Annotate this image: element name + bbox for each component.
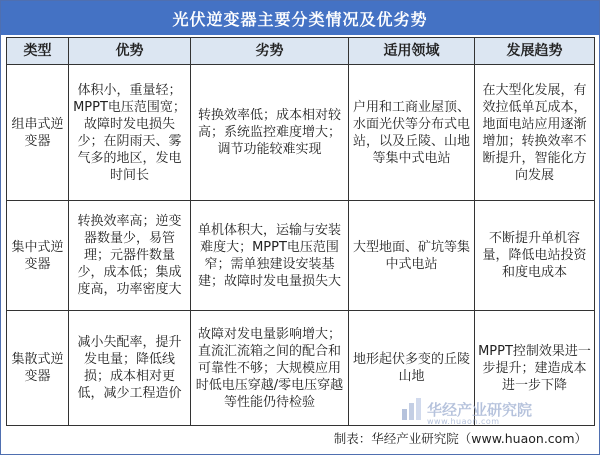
advantages-cell: 体积小，重量轻；MPPT电压范围宽；故障时发电损失少；在阴雨天、雾气多的地区，发电时间长 bbox=[69, 65, 191, 201]
applications-cell: 大型地面、矿坑等集中式电站 bbox=[349, 201, 475, 311]
classification-table bbox=[6, 37, 595, 426]
watermark-url: www.huaon.com bbox=[427, 417, 500, 426]
watermark-text: 华经产业研究院 bbox=[427, 400, 533, 419]
type-cell: 组串式逆变器 bbox=[7, 65, 69, 201]
watermark bbox=[401, 397, 533, 426]
header-type: 类型 bbox=[7, 38, 69, 65]
header-trend: 发展趋势 bbox=[475, 38, 595, 65]
header-row bbox=[7, 38, 595, 65]
disadvantages-cell: 单机体积大，运输与安装难度大；MPPT电压范围窄；需单独建设安装基建；故障时发电量损失大 bbox=[191, 201, 349, 311]
advantages-cell: 转换效率高；逆变器数量少，易管理；元器件数量少，成本低；集成度高，功率密度大 bbox=[69, 201, 191, 311]
disadvantages-cell: 转换效率低；成本相对较高；系统监控难度增大；调节功能较难实现 bbox=[191, 65, 349, 201]
trend-cell: MPPT控制效果进一步提升；建造成本进一步下降 bbox=[475, 311, 595, 426]
source-note: 制表：华经产业研究院（www.huaon.com） bbox=[333, 431, 587, 446]
header-advantages: 优势 bbox=[69, 38, 191, 65]
header-applications: 适用领域 bbox=[349, 38, 475, 65]
type-cell: 集中式逆变器 bbox=[7, 201, 69, 311]
disadvantages-cell: 故障对发电量影响增大；直流汇流箱之间的配合和可靠性不够；大规模应用时低电压穿越/零电压穿越等性能仍待检验 bbox=[191, 311, 349, 426]
applications-cell: 户用和工商业屋顶、水面光伏等分布式电站，以及丘陵、山地等集中式电站 bbox=[349, 65, 475, 201]
applications-cell: 地形起伏多变的丘陵山地 bbox=[349, 311, 475, 426]
logo-icon bbox=[401, 397, 423, 421]
trend-cell: 不断提升单机容量，降低电站投资和度电成本 bbox=[475, 201, 595, 311]
table-row bbox=[7, 65, 595, 201]
page-title: 光伏逆变器主要分类情况及优劣势 bbox=[1, 1, 599, 35]
type-cell: 集散式逆变器 bbox=[7, 311, 69, 426]
advantages-cell: 减小失配率，提升发电量；降低线损；成本相对更低，减少工程造价 bbox=[69, 311, 191, 426]
table-row bbox=[7, 201, 595, 311]
trend-cell: 在大型化发展，有效拉低单瓦成本，地面电站应用逐渐增加；转换效率不断提升，智能化方向发展 bbox=[475, 65, 595, 201]
header-disadvantages: 劣势 bbox=[191, 38, 349, 65]
